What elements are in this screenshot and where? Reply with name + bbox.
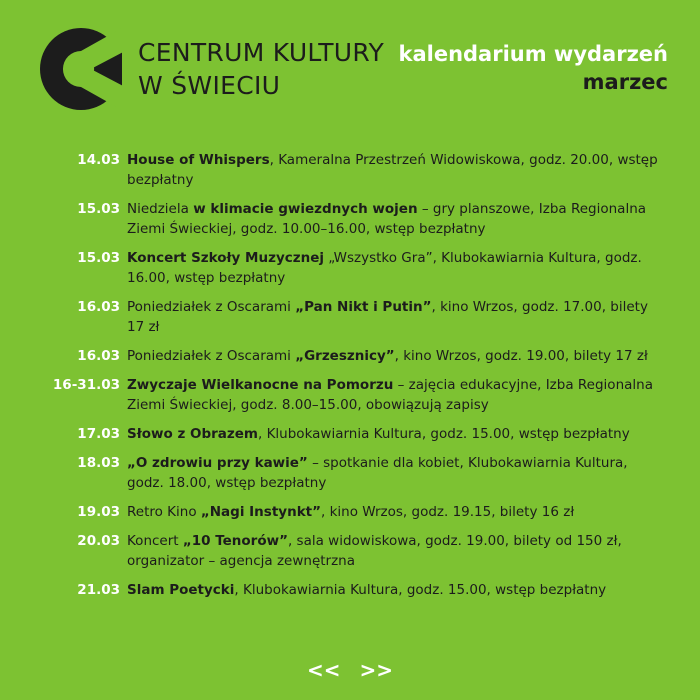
event-item: [0, 502, 700, 522]
event-description: Koncert „10 Tenorów”, sala widowiskowa, godz. 19.00, bilety od 150 zł, organizator – agencja zewnętrzna: [127, 533, 622, 569]
event-date: 15.03: [77, 250, 120, 266]
event-item: [0, 297, 700, 337]
event-date: 16-31.03: [52, 377, 120, 393]
event-date: 19.03: [77, 504, 120, 520]
event-item: [0, 248, 700, 288]
event-item: [0, 150, 700, 190]
org-name-line2: W ŚWIECIU: [138, 71, 281, 100]
event-date: 15.03: [77, 201, 120, 217]
event-date: 16.03: [77, 299, 120, 315]
event-date: 18.03: [77, 455, 120, 471]
next-page-button[interactable]: >>: [359, 658, 393, 682]
event-description: Poniedziałek z Oscarami „Grzesznicy”, kino Wrzos, godz. 19.00, bilety 17 zł: [127, 348, 648, 364]
event-item: [0, 453, 700, 493]
event-item: [0, 375, 700, 415]
event-item: [0, 531, 700, 571]
event-item: [0, 199, 700, 239]
prev-page-button[interactable]: <<: [307, 658, 341, 682]
event-description: Poniedziałek z Oscarami „Pan Nikt i Putin”, kino Wrzos, godz. 17.00, bilety 17 zł: [127, 299, 648, 335]
event-item: [0, 346, 700, 366]
event-description: Niedziela w klimacie gwiezdnych wojen – gry planszowe, Izba Regionalna Ziemi Świeckiej, godz. 10.00–16.00, wstęp bezpłatny: [127, 201, 647, 237]
event-item: [0, 580, 700, 600]
org-name: [138, 36, 384, 102]
event-description: Retro Kino „Nagi Instynkt”, kino Wrzos, godz. 19.15, bilety 16 zł: [127, 504, 575, 520]
event-description: Słowo z Obrazem, Klubokawiarnia Kultura, godz. 15.00, wstęp bezpłatny: [127, 426, 630, 442]
calendar-heading: [399, 40, 669, 96]
event-date: 20.03: [77, 533, 120, 549]
event-date: 16.03: [77, 348, 120, 364]
event-description: Koncert Szkoły Muzycznej „Wszystko Gra”, Klubokawiarnia Kultura, godz. 16.00, wstęp bezpłatny: [127, 250, 642, 286]
calendar-title: kalendarium wydarzeń: [398, 42, 668, 66]
event-date: 14.03: [77, 152, 120, 168]
event-description: „O zdrowiu przy kawie” – spotkanie dla kobiet, Klubokawiarnia Kultura, godz. 18.00, wstęp bezpłatny: [127, 455, 628, 491]
pagination-nav: [0, 658, 700, 682]
event-date: 17.03: [77, 426, 120, 442]
calendar-month: marzec: [582, 70, 668, 94]
event-description: Slam Poetycki, Klubokawiarnia Kultura, godz. 15.00, wstęp bezpłatny: [127, 582, 607, 598]
event-description: Zwyczaje Wielkanocne na Pomorzu – zajęcia edukacyjne, Izba Regionalna Ziemi Świeckiej, godz. 8.00–15.00, obowiązują zapisy: [127, 377, 653, 413]
org-name-line1: CENTRUM KULTURY: [138, 38, 385, 67]
event-item: [0, 424, 700, 444]
events-list: [0, 150, 700, 609]
event-description: House of Whispers, Kameralna Przestrzeń Widowiskowa, godz. 20.00, wstęp bezpłatny: [127, 152, 658, 188]
ck-logo-icon: [40, 28, 122, 110]
event-date: 21.03: [77, 582, 120, 598]
